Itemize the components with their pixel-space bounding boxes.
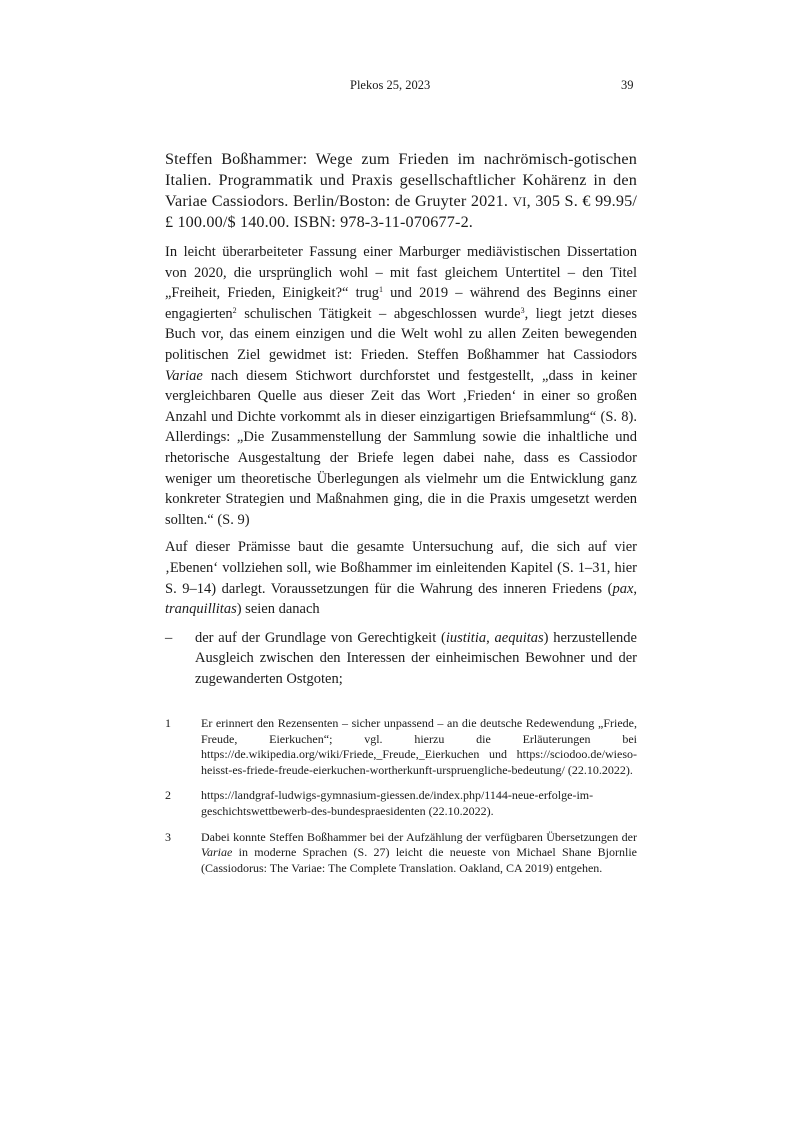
footnote-number: 2 — [165, 788, 171, 803]
italic-term: iustitia — [445, 629, 487, 646]
text-run: ) herzustellende Ausgleich zwischen den Interessen der einheimischen Bewohner und der zugewanderten Ostgoten; — [195, 629, 637, 687]
review-body — [165, 242, 637, 689]
footnote-2 — [165, 788, 637, 819]
italic-term: Variae — [201, 845, 233, 860]
text-run: , — [633, 580, 637, 597]
text-run: schulischen Tätigkeit – abgeschlossen wurde — [236, 305, 521, 322]
italic-term: aequitas — [494, 629, 544, 646]
footnote-ref-1: 1 — [379, 285, 383, 295]
review-title-text: Steffen Boßhammer: Wege zum Frieden im nachrömisch-gotischen Italien. Programmatik und Praxis gesellschaftlicher Kohärenz in den Variae Cassiodors. Berlin/Boston: de Gruyter 2021. — [165, 150, 637, 210]
text-run: der auf der Grundlage von Gerechtigkeit ( — [195, 629, 446, 646]
footnote-1 — [165, 716, 637, 778]
footnote-text: Er erinnert den Rezensenten – sicher unpassend – an die deutsche Redewendung „Friede, Freude, Eierkuchen“; vgl. hierzu die Erläuterungen bei https://de.wikipedia.org/wiki/Friede,_Freude,_Eierkuchen und https://sciodoo.de/wieso-heisst-es-friede-freude-eierkuchen-wortherkunft-urspruengliche-bedeutung/ (22.10.2022). — [201, 716, 637, 777]
text-run: In leicht überarbeiteter Fassung einer Marburger mediävistischen Dissertation von 2020, die ursprünglich wohl – mit fast gleichem Untertitel – den Titel „Freiheit, Frieden, Einigkeit?“ trug — [165, 244, 637, 302]
review-title — [165, 149, 637, 233]
text-run: nach diesem Stichwort durchforstet und festgestellt, „dass in keiner vergleichbaren Quelle aus dieser Zeit das Wort ‚Frieden‘ in einer so großen Anzahl und Dichte vorkommt als in dieser einzigartigen Briefsammlung“ (S. 8). Allerdings: „Die Zusammenstellung der Sammlung sowie die inhaltliche und rhetorische Ausgestaltung der Briefe legen dabei nahe, dass es Cassiodor weniger um theoretische Überlegungen als vielmehr um die Entwicklung ganz konkreter Strategien und Maßnahmen ging, die in die Praxis umgesetzt werden sollten.“ (S. 9) — [165, 367, 637, 528]
list-dash: – — [165, 629, 173, 646]
footnote-ref-2: 2 — [232, 305, 237, 315]
italic-term: pax — [612, 580, 634, 597]
text-run: und 2019 – während des Beginns einer engagierten — [165, 285, 637, 322]
review-title-price-isbn: , 305 S. € 99.95/ £ 100.00/$ 140.00. ISBN: 978-3-11-070677-2. — [165, 192, 637, 231]
footnote-3 — [165, 830, 637, 877]
text-run: Dabei konnte Steffen Boßhammer bei der Aufzählung der verfügbaren Übersetzungen der — [201, 829, 637, 844]
footnote-number: 1 — [165, 716, 171, 730]
text-run: , liegt jetzt dieses Buch vor, das einem einzigen und die Welt wohl zu allen Zeiten bewegenden politischen Ziel gewidmet ist: Frieden. Steffen Boßhammer hat Cassiodors — [165, 305, 637, 363]
journal-title: Plekos 25, 2023 — [350, 78, 431, 92]
text-run: Auf dieser Prämisse baut die gesamte Untersuchung auf, die sich auf vier ‚Ebenen‘ vollziehen soll, wie Boßhammer im einleitenden Kapitel (S. 1–31, hier S. 9–14) darlegt. Voraussetzungen für die Wahrung des inneren Friedens ( — [165, 539, 637, 597]
text-run: in moderne Sprachen (S. 27) leicht die neueste von Michael Shane Bjornlie (Cassiodorus: The Variae: The Complete Translation. Oakland, CA 2019) entgehen. — [201, 845, 637, 875]
text-run: ) seien danach — [236, 601, 320, 618]
footnote-text — [201, 830, 637, 875]
footnote-number: 3 — [165, 829, 171, 844]
footnotes — [165, 716, 637, 886]
footnote-ref-3: 3 — [520, 305, 525, 315]
paragraph-1 — [165, 242, 637, 530]
italic-term: Variae — [165, 367, 203, 384]
italic-term: tranquillitas — [165, 601, 237, 618]
list-item — [165, 628, 637, 690]
text-run: , — [486, 629, 495, 646]
review-title-roman: VI — [512, 194, 527, 209]
footnote-text: https://landgraf-ludwigs-gymnasium-giessen.de/index.php/1144-neue-erfolge-im-geschichtswettbewerb-des-bundespraesidenten (22.10.2022). — [201, 788, 594, 818]
paragraph-2 — [165, 537, 637, 619]
page-number: 39 — [621, 78, 634, 92]
